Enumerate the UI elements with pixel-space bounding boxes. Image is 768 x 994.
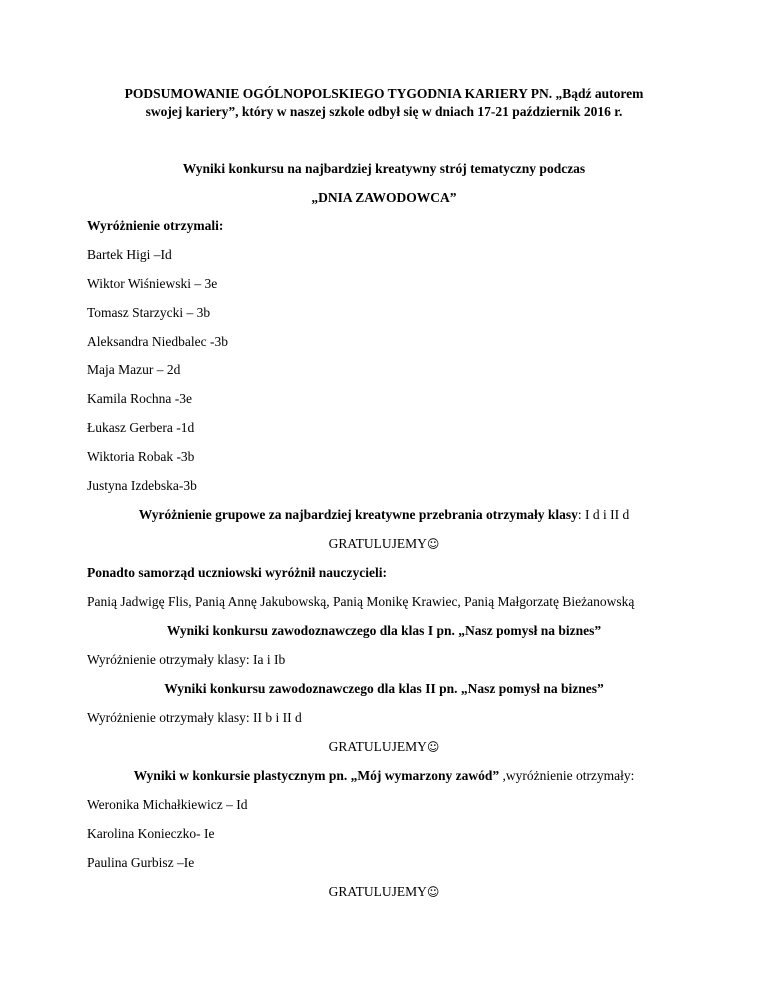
winner-item: Aleksandra Niedbalec -3b [87,334,228,349]
teachers-label: Ponadto samorząd uczniowski wyróżnił nauczycieli: [87,565,387,580]
business-contest-1-result: Wyróżnienie otrzymały klasy: Ia i Ib [87,652,286,667]
costume-contest-subheading: „DNIA ZAWODOWCA” [311,190,457,205]
congrats-text: GRATULUJEMY [328,536,427,551]
winner-item: Wiktoria Robak -3b [87,449,195,464]
business-contest-1-heading: Wyniki konkursu zawodoznawczego dla klas I pn. „Nasz pomysł na biznes” [166,623,602,638]
group-award-line [0,506,768,523]
smiley-icon: ☺ [426,537,440,551]
document-title-line-2: swojej kariery”, który w naszej szkole odbył się w dniach 17-21 październik 2016 r. [145,104,623,119]
business-contest-2-result: Wyróżnienie otrzymały klasy: II b i II d [87,710,302,725]
winner-item: Kamila Rochna -3e [87,391,192,406]
costume-contest-heading: Wyniki konkursu na najbardziej kreatywny strój tematyczny podczas [182,161,586,176]
congrats-line [0,535,768,553]
group-award-label: Wyróżnienie grupowe za najbardziej kreatywne przebrania otrzymały klasy [138,507,578,522]
smiley-icon: ☺ [426,885,440,899]
art-winner-item: Karolina Konieczko- Ie [87,826,215,841]
winner-item: Justyna Izdebska-3b [87,478,197,493]
winner-item: Wiktor Wiśniewski – 3e [87,276,218,291]
congrats-line [0,738,768,756]
art-contest-heading: Wyniki w konkursie plastycznym pn. „Mój wymarzony zawód” [133,768,500,783]
congrats-text: GRATULUJEMY [328,884,427,899]
winner-item: Łukasz Gerbera -1d [87,420,195,435]
winner-item: Bartek Higi –Id [87,247,172,262]
winner-item: Maja Mazur – 2d [87,362,181,377]
winner-item: Tomasz Starzycki – 3b [87,305,211,320]
teachers-names: Panią Jadwigę Flis, Panią Annę Jakubowską, Panią Monikę Krawiec, Panią Małgorzatę Bieżanowską [87,594,635,609]
congrats-line [0,883,768,901]
smiley-icon: ☺ [426,740,440,754]
awards-label: Wyróżnienie otrzymali: [87,218,224,233]
group-award-value: : I d i II d [577,507,630,522]
art-winner-item: Paulina Gurbisz –Ie [87,855,195,870]
art-contest-heading-line [0,767,768,784]
business-contest-2-heading: Wyniki konkursu zawodoznawczego dla klas II pn. „Nasz pomysł na biznes” [164,681,604,696]
art-winner-item: Weronika Michałkiewicz – Id [87,797,248,812]
document-title-line-1: PODSUMOWANIE OGÓLNOPOLSKIEGO TYGODNIA KARIERY PN. „Bądź autorem [124,86,644,101]
art-contest-heading-suffix: ,wyróżnienie otrzymały: [499,768,635,783]
congrats-text: GRATULUJEMY [328,739,427,754]
